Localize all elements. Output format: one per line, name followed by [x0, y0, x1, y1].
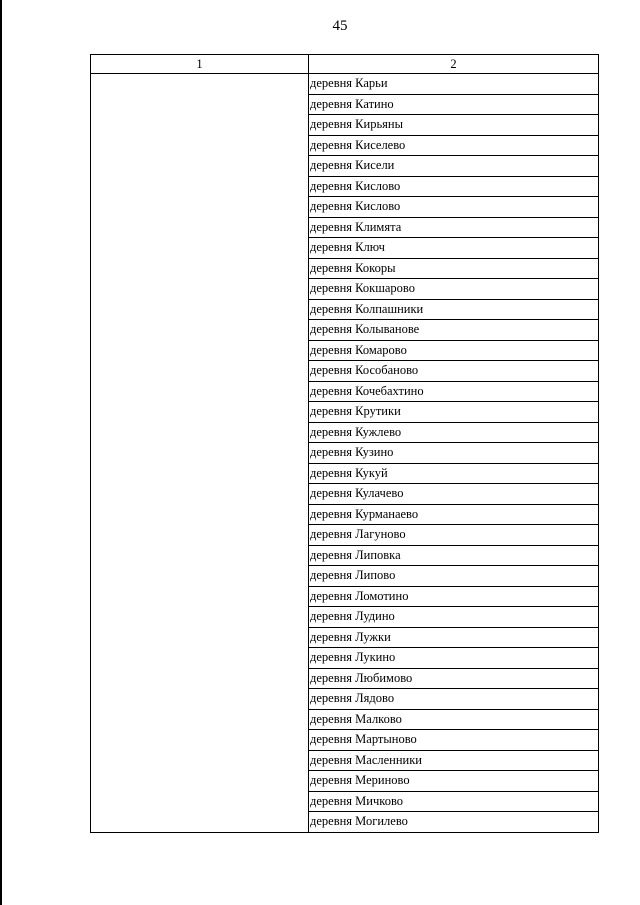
settlement-name-cell: деревня Крутики [309, 402, 599, 423]
settlement-name-cell: деревня Лудино [309, 607, 599, 628]
settlement-name-cell: деревня Малково [309, 709, 599, 730]
page-number: 45 [332, 18, 348, 34]
settlement-name-cell: деревня Кокшарово [309, 279, 599, 300]
settlement-name-cell: деревня Кузино [309, 443, 599, 464]
settlement-name-cell: деревня Колыванове [309, 320, 599, 341]
settlement-name-cell: деревня Любимово [309, 668, 599, 689]
column-header-2: 2 [309, 55, 599, 74]
settlement-name-cell: деревня Карьи [309, 74, 599, 95]
settlement-name-cell: деревня Липовка [309, 545, 599, 566]
table-body [91, 74, 599, 833]
settlement-name-cell: деревня Кирьяны [309, 115, 599, 136]
settlement-name-cell: деревня Лужки [309, 627, 599, 648]
settlement-name-cell: деревня Колпашники [309, 299, 599, 320]
settlement-name-cell: деревня Лядово [309, 689, 599, 710]
settlement-name-cell: деревня Кужлево [309, 422, 599, 443]
settlement-name-cell: деревня Киселево [309, 135, 599, 156]
scan-edge-line [0, 0, 2, 905]
settlement-name-cell: деревня Ключ [309, 238, 599, 259]
settlement-name-cell: деревня Мартыново [309, 730, 599, 751]
settlement-name-cell: деревня Кислово [309, 176, 599, 197]
settlement-name-cell: деревня Кособаново [309, 361, 599, 382]
table-row [91, 74, 599, 95]
settlements-table [90, 54, 599, 833]
settlement-name-cell: деревня Климята [309, 217, 599, 238]
settlement-name-cell: деревня Лагуново [309, 525, 599, 546]
settlement-name-cell: деревня Кулачево [309, 484, 599, 505]
settlement-name-cell: деревня Ломотино [309, 586, 599, 607]
settlement-name-cell: деревня Мичково [309, 791, 599, 812]
settlement-name-cell: деревня Могилево [309, 812, 599, 833]
column-header-1: 1 [91, 55, 309, 74]
settlement-name-cell: деревня Кисели [309, 156, 599, 177]
column-1-empty-cell [91, 74, 309, 833]
settlement-name-cell: деревня Кислово [309, 197, 599, 218]
settlement-name-cell: деревня Кочебахтино [309, 381, 599, 402]
settlement-name-cell: деревня Липово [309, 566, 599, 587]
table-header-row [91, 55, 599, 74]
settlement-name-cell: деревня Комарово [309, 340, 599, 361]
settlement-name-cell: деревня Кокоры [309, 258, 599, 279]
settlement-name-cell: деревня Катино [309, 94, 599, 115]
settlement-name-cell: деревня Мериново [309, 771, 599, 792]
settlement-name-cell: деревня Масленники [309, 750, 599, 771]
settlement-name-cell: деревня Курманаево [309, 504, 599, 525]
settlement-name-cell: деревня Лукино [309, 648, 599, 669]
settlement-name-cell: деревня Кукуй [309, 463, 599, 484]
